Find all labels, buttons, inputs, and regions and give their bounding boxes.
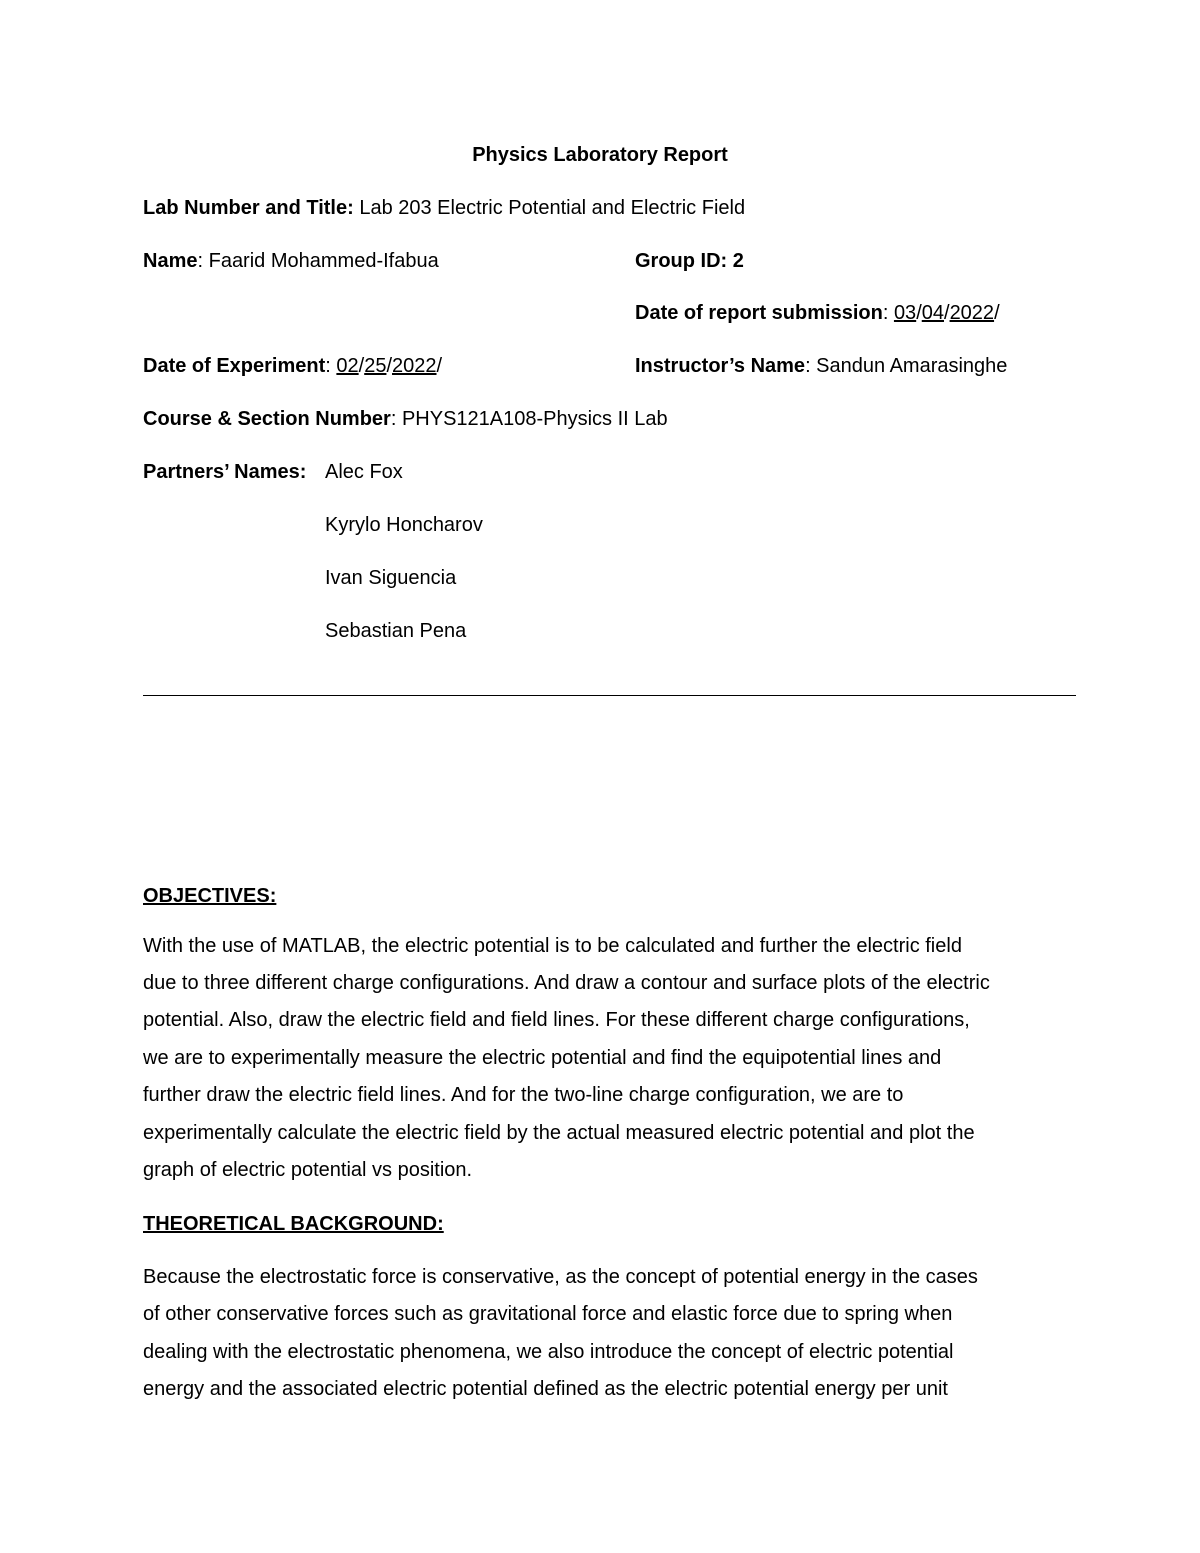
experiment-year: 2022 (392, 355, 437, 377)
group-id: Group ID: 2 (635, 250, 744, 272)
instructor-value: : Sandun Amarasinghe (805, 355, 1008, 377)
experiment-day: 25 (364, 355, 387, 377)
instructor-label: Instructor’s Name (635, 355, 806, 377)
submission-year: 2022 (949, 302, 995, 324)
lab-number-title-row (143, 196, 745, 220)
lab-number-label: Lab Number and Title: (143, 197, 354, 219)
student-name-row (143, 249, 439, 273)
paragraph-line: we are to experimentally measure the electric potential and find the equipotential lines and (143, 1047, 942, 1069)
paragraph-line: experimentally calculate the electric field by the actual measured electric potential and plot the (143, 1122, 975, 1144)
partner-name: Alec Fox (325, 461, 403, 483)
paragraph-line: further draw the electric field lines. And for the two-line charge configuration, we are to (143, 1084, 904, 1106)
paragraph-line: of other conservative forces such as gravitational force and elastic force due to spring when (143, 1303, 953, 1325)
experiment-month: 02 (336, 355, 359, 377)
partner-name: Sebastian Pena (325, 620, 467, 642)
header-divider (143, 695, 1076, 696)
partners-label: Partners’ Names: (143, 461, 307, 483)
experiment-date-row: Date of Experiment: 02/25/2022/ (143, 355, 443, 377)
paragraph-line: With the use of MATLAB, the electric potential is to be calculated and further the electric field (143, 935, 962, 957)
objectives-heading: OBJECTIVES: (143, 885, 277, 907)
paragraph-line: Because the electrostatic force is conservative, as the concept of potential energy in the cases (143, 1266, 978, 1288)
paragraph-line: due to three different charge configurations. And draw a contour and surface plots of the electric (143, 972, 990, 994)
paragraph-line: dealing with the electrostatic phenomena, we also introduce the concept of electric potential (143, 1341, 954, 1363)
submission-month: 03 (893, 302, 917, 324)
student-name-label: Name (143, 250, 198, 272)
partner-name: Kyrylo Honcharov (325, 514, 483, 536)
lab-number-value: Lab 203 Electric Potential and Electric Field (353, 197, 746, 219)
course-label: Course & Section Number (143, 408, 391, 430)
course-value: : PHYS121A108-Physics II Lab (390, 408, 668, 430)
paragraph-line: graph of electric potential vs position. (143, 1159, 473, 1181)
submission-date-label: Date of report submission (635, 302, 883, 324)
student-name-value: : Faarid Mohammed-Ifabua (197, 250, 439, 272)
report-title: Physics Laboratory Report (472, 144, 728, 166)
experiment-date-label: Date of Experiment (143, 355, 326, 377)
paragraph-line: energy and the associated electric potential defined as the electric potential energy per unit (143, 1378, 948, 1400)
instructor-row (635, 354, 1007, 378)
submission-date-row: Date of report submission: 03/04/2022/ (635, 302, 1000, 324)
course-row (143, 407, 668, 431)
submission-day: 04 (921, 302, 944, 324)
partner-name: Ivan Siguencia (325, 567, 457, 589)
theory-heading: THEORETICAL BACKGROUND: (143, 1213, 444, 1235)
paragraph-line: potential. Also, draw the electric field and field lines. For these different charge configurations, (143, 1009, 970, 1031)
